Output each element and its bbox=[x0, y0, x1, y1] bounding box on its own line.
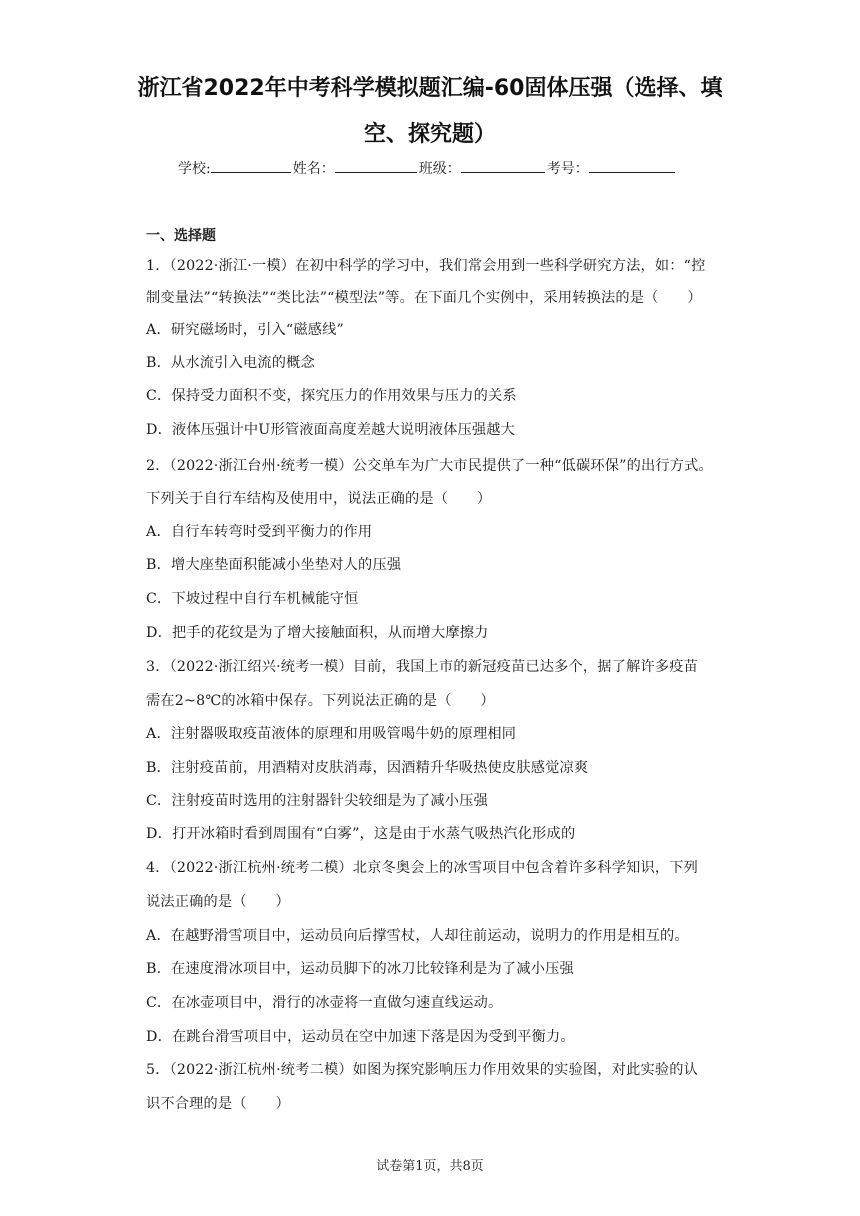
page-footer: 试卷第1页，共8页 bbox=[376, 1159, 484, 1174]
page-title-line-2: 空、探究题） bbox=[363, 122, 496, 147]
question-1-option-d: D．液体压强计中U形管液面高度差越大说明液体压强越大 bbox=[146, 422, 516, 438]
exam-no-label: 考号： bbox=[546, 161, 589, 177]
question-3-option-b: B．注射疫苗前，用酒精对皮肤消毒，因酒精升华吸热使皮肤感觉凉爽 bbox=[146, 760, 589, 776]
question-2-stem-line-1: 2．（2022·浙江台州·统考一模）公交单车为广大市民提供了一种“低碳环保”的出行方式。 bbox=[146, 458, 713, 474]
question-4-option-d: D．在跳台滑雪项目中，运动员在空中加速下落是因为受到平衡力。 bbox=[146, 1029, 575, 1045]
question-3-stem-line-1: 3．（2022·浙江绍兴·统考一模）目前，我国上市的新冠疫苗已达多个，据了解许多疫苗 bbox=[146, 659, 699, 675]
question-4-option-a: A．在越野滑雪项目中，运动员向后撑雪杖，人却往前运动，说明力的作用是相互的。 bbox=[146, 928, 689, 944]
name-blank[interactable] bbox=[335, 156, 417, 173]
question-1-option-a: A．研究磁场时，引入“磁感线” bbox=[146, 322, 345, 338]
question-4-option-c: C．在冰壶项目中，滑行的冰壶将一直做匀速直线运动。 bbox=[146, 995, 503, 1011]
school-label: 学校: bbox=[178, 161, 211, 177]
name-label: 姓名： bbox=[292, 161, 335, 177]
question-3-option-a: A．注射器吸取疫苗液体的原理和用吸管喝牛奶的原理相同 bbox=[146, 726, 517, 742]
student-info-row bbox=[178, 156, 677, 181]
question-3-option-d: D．打开冰箱时看到周围有“白雾”，这是由于水蒸气吸热汽化形成的 bbox=[146, 826, 576, 842]
class-blank[interactable] bbox=[461, 156, 545, 173]
question-5-stem-line-1: 5．（2022·浙江杭州·统考二模）如图为探究影响压力作用效果的实验图，对此实验的认 bbox=[146, 1062, 699, 1078]
question-1-option-b: B．从水流引入电流的概念 bbox=[146, 355, 315, 371]
question-2-option-a: A．自行车转弯时受到平衡力的作用 bbox=[146, 524, 373, 540]
question-2-option-c: C．下坡过程中自行车机械能守恒 bbox=[146, 591, 359, 607]
exam-no-blank[interactable] bbox=[589, 156, 675, 173]
page-title-line-1: 浙江省2022年中考科学模拟题汇编-60固体压强（选择、填 bbox=[137, 76, 723, 101]
question-2-option-b: B．增大座垫面积能减小坐垫对人的压强 bbox=[146, 557, 402, 573]
question-4-stem-line-1: 4．（2022·浙江杭州·统考二模）北京冬奥会上的冰雪项目中包含着许多科学知识，下列 bbox=[146, 860, 699, 876]
question-4-option-b: B．在速度滑冰项目中，运动员脚下的冰刀比较锋利是为了减小压强 bbox=[146, 961, 574, 977]
school-blank[interactable] bbox=[211, 156, 291, 173]
question-4-stem-line-2: 说法正确的是（ ） bbox=[146, 894, 290, 910]
question-1-option-c: C．保持受力面积不变，探究压力的作用效果与压力的关系 bbox=[146, 388, 517, 404]
question-1-stem-line-1: 1．（2022·浙江·一模）在初中科学的学习中，我们常会用到一些科学研究方法，如：“控 bbox=[146, 258, 706, 274]
question-1-stem-line-2: 制变量法”“转换法”“类比法”“模型法”等。在下面几个实例中，采用转换法的是（ ） bbox=[146, 290, 702, 306]
question-2-option-d: D．把手的花纹是为了增大接触面积，从而增大摩擦力 bbox=[146, 625, 489, 641]
class-label: 班级： bbox=[418, 161, 461, 177]
question-2-stem-line-2: 下列关于自行车结构及使用中，说法正确的是（ ） bbox=[146, 491, 492, 507]
question-3-option-c: C．注射疫苗时选用的注射器针尖较细是为了减小压强 bbox=[146, 793, 488, 809]
section-heading: 一、选择题 bbox=[146, 228, 216, 244]
question-3-stem-line-2: 需在2~8℃的冰箱中保存。下列说法正确的是（ ） bbox=[146, 693, 495, 709]
question-5-stem-line-2: 识不合理的是（ ） bbox=[146, 1096, 290, 1112]
